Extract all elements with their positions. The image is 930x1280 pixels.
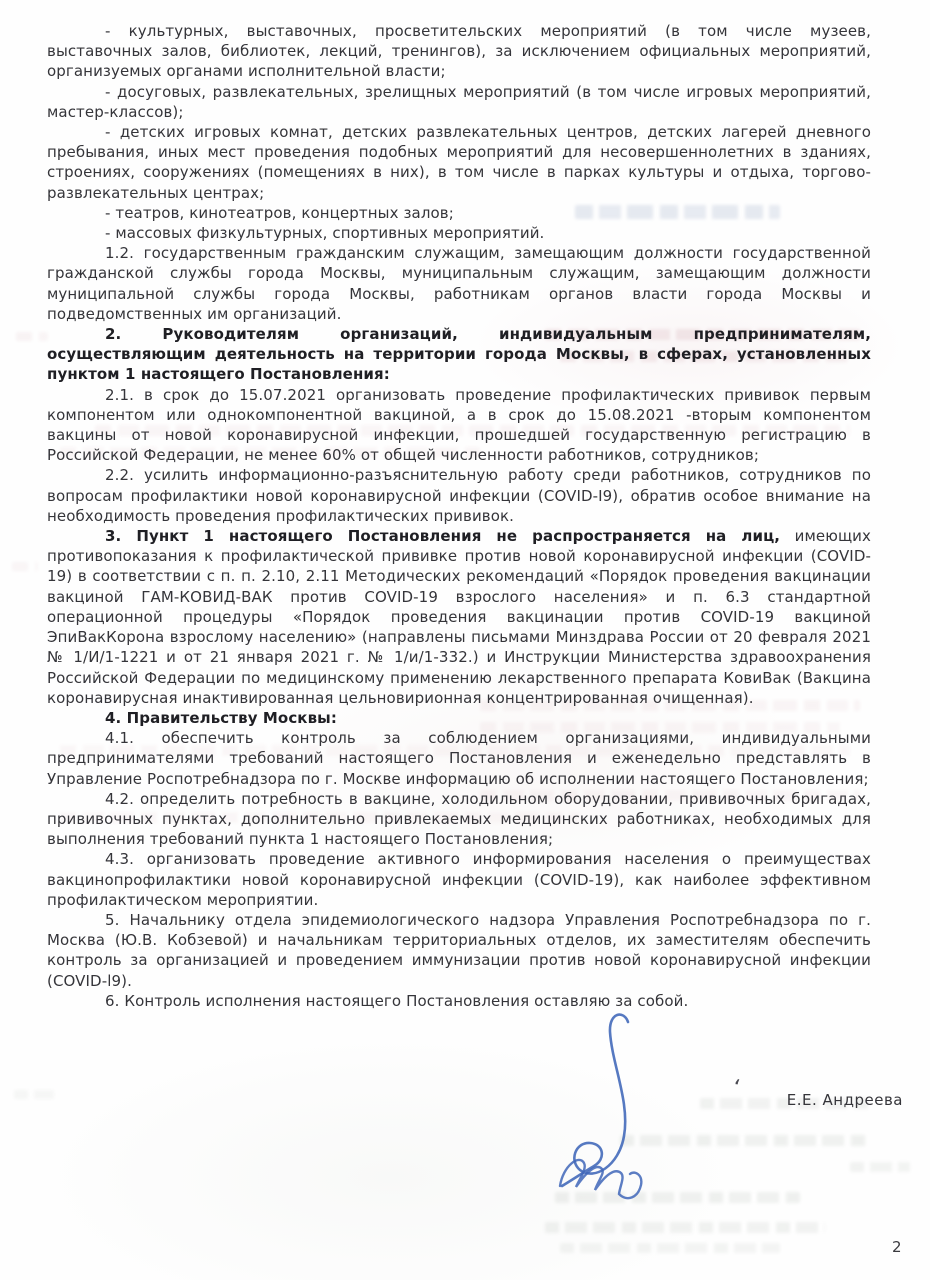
document-body bbox=[47, 21, 871, 1011]
list-item bbox=[47, 82, 871, 122]
list-item bbox=[47, 223, 871, 243]
page-number: 2 bbox=[892, 1238, 902, 1256]
list-item-text: - культурных, выставочных, просветительских мероприятий (в том числе музеев, выставочных залов, библиотек, лекций, тренингов), за исключением официальных мероприятий, организуемых органами исполнительной власти; bbox=[47, 22, 871, 81]
bleed-through-artifact bbox=[16, 332, 48, 341]
clause-2-1: 2.1. в срок до 15.07.2021 организовать проведение профилактических прививок первым компонентом или однокомпонентной вакциной, а в срок до 15.08.2021 -вторым компонентом вакцины от новой коронавирусной инфекции, прошедшей государственную регистрацию в Российской Федерации, не менее 60% от общей численности работников, сотрудников; bbox=[47, 385, 871, 465]
signature-stroke bbox=[562, 1015, 628, 1186]
list-item-text: - детских игровых комнат, детских развлекательных центров, детских лагерей дневного пребывания, иных мест проведения подобных мероприятий для несовершеннолетних в зданиях, строениях, сооружениях (помещениях в них), в том числе в парках культуры и отдыха, торгово-развлекательных центрах; bbox=[47, 123, 871, 202]
clause-4-heading: 4. Правительству Москвы: bbox=[105, 708, 337, 727]
signature-ink bbox=[535, 1008, 665, 1208]
clause-3-body: имеющих противопоказания к профилактической прививке против новой коронавирусной инфекции (COVID-19) в соответствии с п. п. 2.10, 2.11 Методических рекомендаций «Порядок проведения вакцинации вакциной ГАМ-КОВИД-ВАК против COVID-19 взрослого населения» и п. 6.3 стандартной операционной процедуры «Порядок проведения вакцинации против COVID-19 вакциной ЭпиВакКорона взрослому населению» (направлены письмами Минздрава России от 20 февраля 2021 № 1/И/1-1221 и от 21 января 2021 г. № 1/и/1-332.) и Инструкции Министерства здравоохранения Российской Федерации по медицинскому применению лекарственного препарата КовиВак (Вакцина коронавирусная инактивированная цельновирионная концентрированная очищенная). bbox=[47, 527, 871, 707]
clause-2-heading: 2. Руководителям организаций, индивидуальным предпринимателям, осуществляющим деятельность на территории города Москвы, в сферах, установленных пунктом 1 настоящего Постановления: bbox=[47, 325, 871, 384]
clause-3 bbox=[47, 526, 871, 708]
bleed-through-artifact bbox=[545, 1222, 825, 1233]
list-item-text: - театров, кинотеатров, концертных залов; bbox=[105, 203, 454, 222]
clause-3-lead: 3. Пункт 1 настоящего Постановления не распространяется на лиц, bbox=[105, 527, 781, 546]
clause-6: 6. Контроль исполнения настоящего Постановления оставляю за собой. bbox=[105, 991, 689, 1010]
clause-2-2: 2.2. усилить информационно-разъяснительную работу среди работников, сотрудников по вопросам профилактики новой коронавирусной инфекции (COVID-I9), обратив особое внимание на необходимость проведения профилактических прививок. bbox=[47, 466, 871, 525]
list-item bbox=[47, 21, 871, 82]
clause-4-1: 4.1. обеспечить контроль за соблюдением организациями, индивидуальными предпринимателями требований настоящего Постановления и еженедельно представлять в Управление Роспотребнадзора по г. Москве информацию об исполнении настоящего Постановления; bbox=[47, 729, 871, 788]
clause-4-2: 4.2. определить потребность в вакцине, холодильном оборудовании, прививочных бригадах, прививочных пунктах, дополнительно привлекаемых медицинских работниках, необходимых для выполнения требований пункта 1 настоящего Постановления; bbox=[47, 789, 871, 849]
bleed-through-artifact bbox=[560, 1243, 780, 1253]
bleed-through-artifact bbox=[14, 1090, 54, 1099]
list-item bbox=[47, 122, 871, 203]
stray-pen-mark: ‘ bbox=[731, 1075, 742, 1102]
list-item-text: - массовых физкультурных, спортивных мероприятий. bbox=[105, 224, 545, 243]
bleed-through-artifact bbox=[12, 562, 38, 571]
list-item-text: - досуговых, развлекательных, зрелищных мероприятий (в том числе игровых мероприятий, мастер-классов); bbox=[47, 82, 871, 121]
bleed-through-artifact bbox=[850, 1162, 910, 1172]
clause-1-2: 1.2. государственным гражданским служащим, замещающим должности государственной гражданской службы города Москвы, муниципальным служащим, замещающим должности муниципальной службы города Москвы, работникам органов власти города Москвы и подведомственных им организаций. bbox=[47, 244, 871, 323]
clause-5: 5. Начальнику отдела эпидемиологического надзора Управления Роспотребнадзора по г. Москва (Ю.В. Кобзевой) и начальникам территориальных отделов, их заместителям обеспечить контроль за организацией и проведением иммунизации против новой коронавирусной инфекции (COVID-l9). bbox=[47, 910, 871, 990]
clause-4-3: 4.3. организовать проведение активного информирования населения о преимуществах вакцинопрофилактики новой коронавирусной инфекции (COVID-19), как наиболее эффективном профилактическом мероприятии. bbox=[47, 850, 871, 909]
signatory-name: Е.Е. Андреева bbox=[786, 1091, 903, 1109]
list-item bbox=[47, 203, 871, 223]
